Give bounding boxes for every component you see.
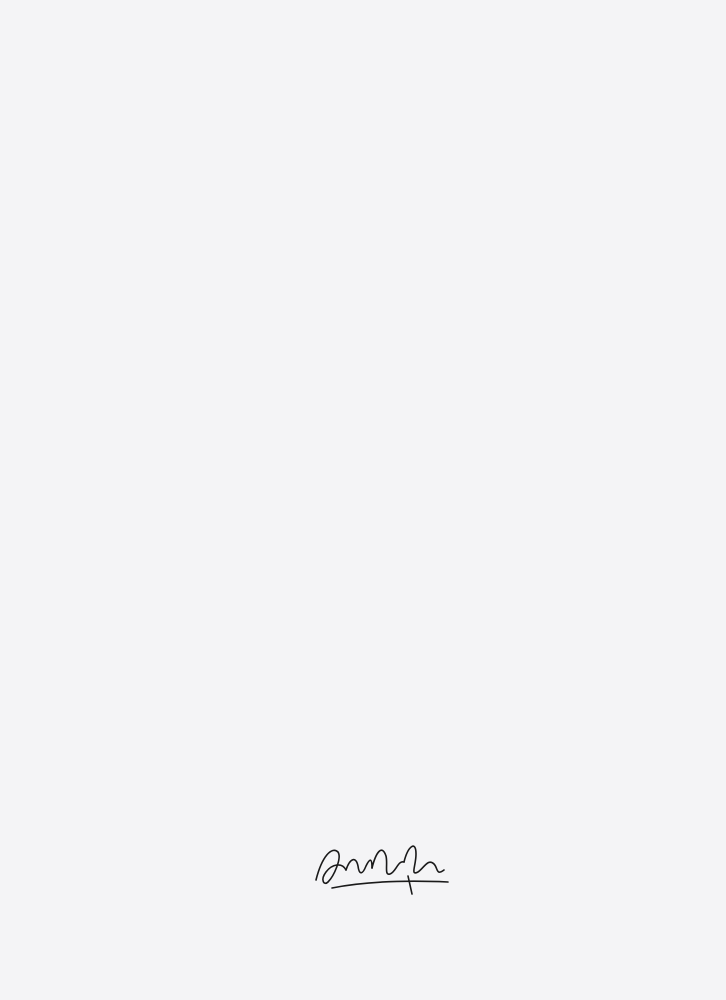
letter-body bbox=[120, 92, 608, 114]
handwritten-signature bbox=[312, 836, 452, 898]
